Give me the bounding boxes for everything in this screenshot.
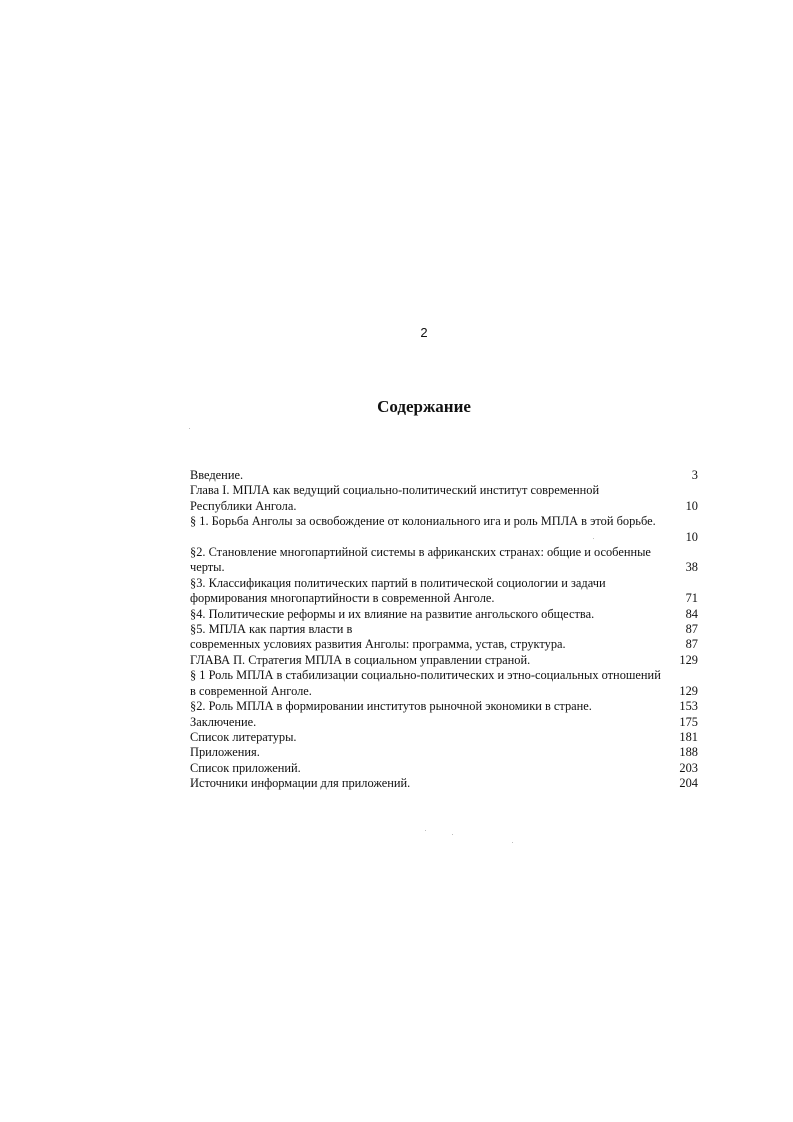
toc-entry-text: §5. МПЛА как партия власти в: [190, 622, 353, 637]
toc-entry-page: 38: [685, 560, 698, 575]
scan-speck: [189, 428, 190, 429]
toc-entry-text: в современной Анголе.: [190, 683, 312, 698]
toc-entry-text: Республики Ангола.: [190, 498, 297, 513]
toc-entry: [190, 530, 698, 545]
toc-entry: [190, 715, 698, 730]
toc-entry: [190, 560, 698, 575]
toc-entry: [190, 668, 698, 683]
toc-entry-page: 10: [685, 498, 698, 513]
toc-entry: [190, 622, 698, 637]
toc-entry: [190, 684, 698, 699]
toc-entry-text: ГЛАВА П. Стратегия МПЛА в социальном управлении страной.: [190, 652, 531, 667]
toc-entry-text: §2. Становление многопартийной системы в африканских странах: общие и особенные: [190, 545, 651, 560]
scan-speck: [512, 842, 513, 843]
toc-entry-page: 153: [679, 699, 698, 714]
toc-entry-text: §4. Политические реформы и их влияние на развитие ангольского общества.: [190, 606, 595, 621]
toc-entry-text: черты.: [190, 560, 225, 575]
toc-entry-page: 3: [691, 468, 698, 482]
toc-entry: [190, 607, 698, 622]
toc-entry-page: [692, 483, 698, 498]
toc-entry-page: 87: [685, 622, 698, 637]
toc-entry: [190, 545, 698, 560]
toc-entry: [190, 576, 698, 591]
toc-entry: [190, 730, 698, 745]
toc-entry-page: 129: [679, 652, 698, 667]
toc-entry-text: § 1. Борьба Анголы за освобождение от колониального ига и роль МПЛА в этой борьбе.: [190, 514, 656, 529]
toc-entry: [190, 653, 698, 668]
scan-speck: [425, 830, 426, 831]
toc-entry-page: 203: [679, 760, 698, 775]
toc-entry-text: Заключение.: [190, 714, 257, 729]
toc-entry-page: [692, 576, 698, 591]
toc-entry-page: 181: [679, 729, 698, 744]
toc-entry-text: §3. Классификация политических партий в политической социологии и задачи: [190, 575, 606, 590]
page-number: 2: [420, 325, 428, 340]
toc-entry: [190, 468, 698, 483]
toc-entry-page: 84: [685, 606, 698, 621]
toc-entry-page: 204: [679, 776, 698, 791]
toc-entry-page: [692, 545, 698, 560]
toc-entry-page: [692, 514, 698, 529]
toc-entry-page: 129: [679, 683, 698, 698]
toc-entry: [190, 591, 698, 606]
toc-entry: [190, 699, 698, 714]
scan-speck: [452, 834, 453, 835]
page-title: Содержание: [377, 397, 471, 416]
toc-entry: [190, 776, 698, 791]
toc-entry-text: Список литературы.: [190, 729, 297, 744]
scan-speck: [593, 538, 594, 539]
toc-entry-page: 175: [679, 714, 698, 729]
toc-entry: [190, 745, 698, 760]
toc-entry: [190, 483, 698, 498]
toc-entry-text: Введение.: [190, 468, 244, 482]
toc-entry: [190, 499, 698, 514]
toc-entry-page: 10: [685, 529, 698, 544]
toc-entry-page: [692, 668, 698, 683]
toc-entry: [190, 514, 698, 529]
toc-entry-text: § 1 Роль МПЛА в стабилизации социально-политических и этно-социальных отношений: [190, 668, 661, 683]
toc-entry: [190, 761, 698, 776]
toc-entry-text: формирования многопартийности в современной Анголе.: [190, 591, 495, 606]
toc-entry-page: 188: [679, 745, 698, 760]
toc-entry-page: 87: [685, 637, 698, 652]
toc-entry-text: Список приложений.: [190, 760, 301, 775]
toc-entry: [190, 637, 698, 652]
toc-entry-text: современных условиях развития Анголы: программа, устав, структура.: [190, 637, 566, 652]
toc-entry-text: Источники информации для приложений.: [190, 776, 411, 791]
toc-entry-text: Глава I. МПЛА как ведущий социально-политический институт современной: [190, 483, 600, 498]
toc-entry-text: Приложения.: [190, 745, 260, 760]
toc-entry-page: 71: [685, 591, 698, 606]
table-of-contents: [190, 468, 698, 792]
toc-entry-text: §2. Роль МПЛА в формировании институтов рыночной экономики в стране.: [190, 699, 592, 714]
